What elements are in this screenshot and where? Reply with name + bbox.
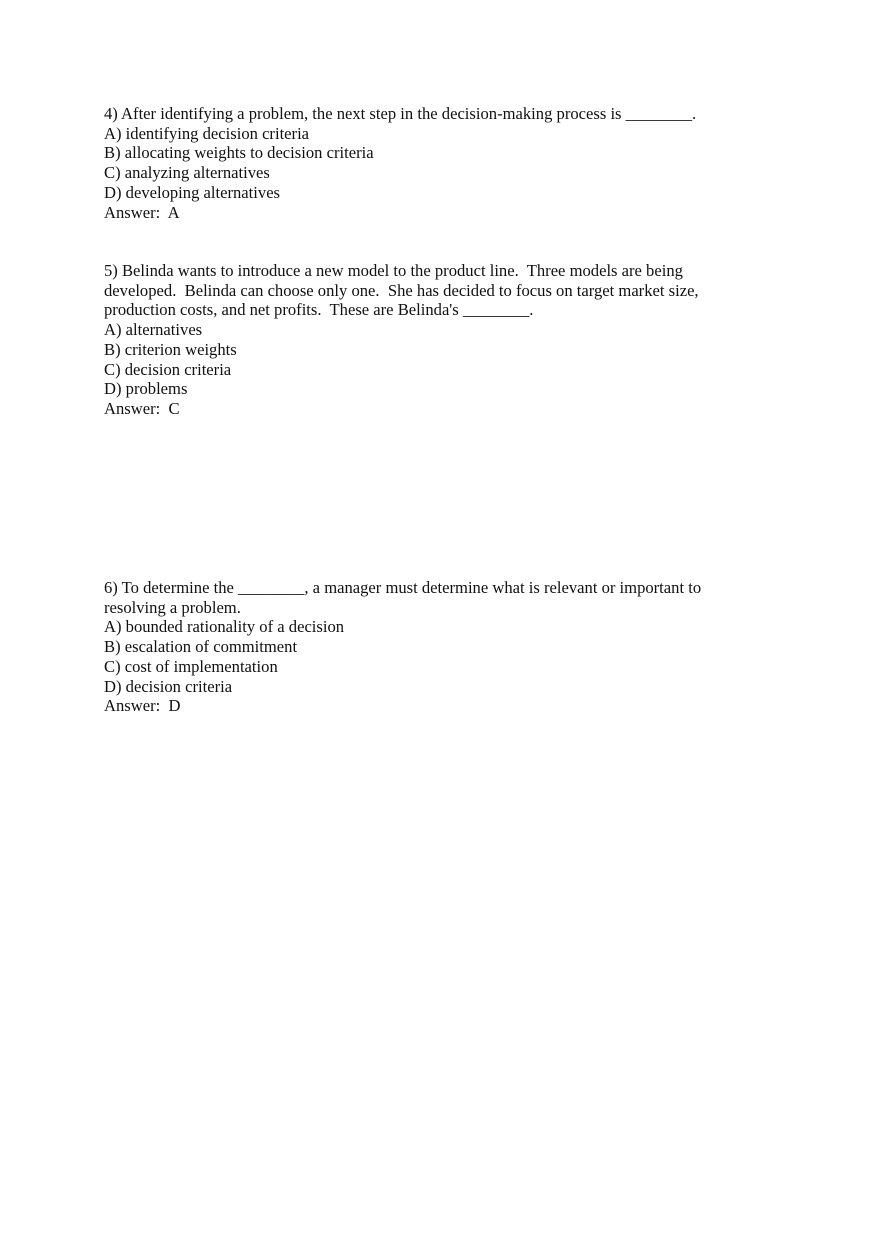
question-5-stem-line-2: developed. Belinda can choose only one. She has decided to focus on target market size, [104,280,699,300]
question-5 [104,261,754,419]
question-4-option-b: B) allocating weights to decision criteria [104,143,374,163]
question-4-answer-label: Answer: [104,202,168,222]
question-5-answer-row [104,399,754,419]
question-5-option-a: A) alternatives [104,320,203,340]
question-6-answer: D [168,696,181,716]
question-5-option-c: C) decision criteria [104,359,232,379]
question-4-option-c: C) analyzing alternatives [104,163,270,183]
question-6-option-b: B) escalation of commitment [104,637,298,657]
question-5-option-d: D) problems [104,379,188,399]
question-6-answer-row [104,696,754,716]
question-6 [104,578,754,716]
question-4-answer-row [104,203,754,223]
question-4-option-d: D) developing alternatives [104,182,281,202]
question-4-stem: 4) After identifying a problem, the next step in the decision-making process is ________. [104,104,697,123]
question-5-answer: C [168,398,180,418]
question-4 [104,104,754,222]
question-6-option-d: D) decision criteria [104,676,233,696]
question-6-stem-line-1: 6) To determine the ________, a manager must determine what is relevant or important to [104,578,702,597]
question-6-option-a: A) bounded rationality of a decision [104,617,345,637]
question-5-option-b: B) criterion weights [104,339,237,359]
question-5-stem-line-1: 5) Belinda wants to introduce a new model to the product line. Three models are being [104,261,683,280]
question-4-option-a: A) identifying decision criteria [104,123,310,143]
question-6-stem-line-2: resolving a problem. [104,597,241,617]
question-6-option-c: C) cost of implementation [104,656,278,676]
question-5-answer-label: Answer: [104,398,169,418]
question-6-answer-label: Answer: [104,696,169,716]
question-4-answer: A [167,202,180,222]
question-5-stem-line-3: production costs, and net profits. These are Belinda's ________. [104,300,534,320]
